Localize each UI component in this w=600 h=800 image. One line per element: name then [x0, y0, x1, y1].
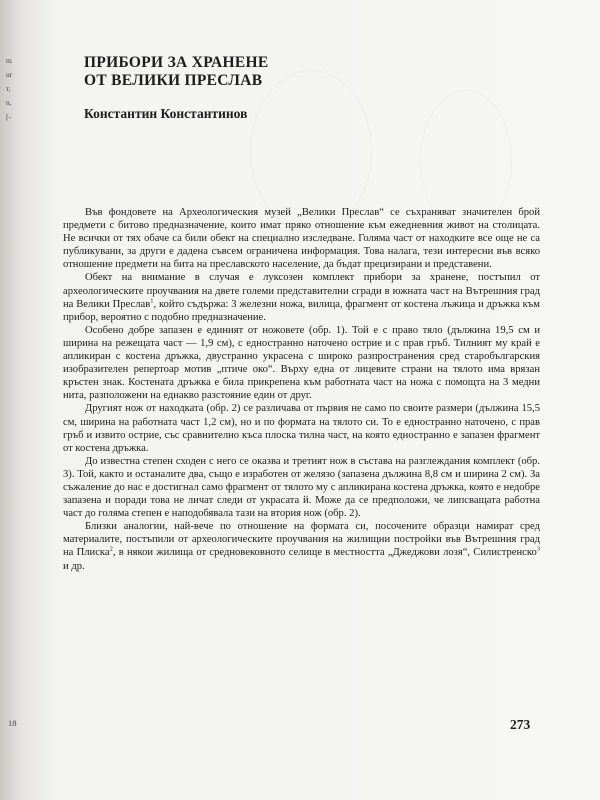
margin-mark: m — [6, 56, 12, 65]
paragraph: Особено добре запазен е единият от ножовете (обр. 1). Той е с право тяло (дължина 19,5 см и ширина на режещата част — 1,9 см), с едностранно наточено острие и с прав гръб. Тилният му край е апликиран с костена дръжка, двустранно украсена с широко разпространения сред старобългарския изобразителен репертоар мотив „птиче око“. Върху една от лицевите страни на тялото има врязан кръстен знак. Костената дръжка е била прикрепена към работната част на ножа с помощта на 3 медни нита, разположени на еднакво разстояние един от друг. — [63, 324, 540, 402]
footnote-marker: 2 — [109, 545, 113, 553]
article-title-line2: ОТ ВЕЛИКИ ПРЕСЛАВ — [84, 72, 263, 89]
paragraph: До известна степен сходен с него се оказва и третият нож в състава на разглеждания комплект (обр. 3). Той, както и останалите два, също е изработен от желязо (запазена дължина 8,8 см и ширина 2 см). За съжаление до нас е достигнал само фрагмент от тялото му с апликирана костена дръжка, която е недобре запазена и поради това не личат следи от украсата й. Може да се предположи, че липсващата работна част до голяма степен е наподобявала тази на втория нож (обр. 2). — [63, 455, 540, 520]
page-number: 273 — [510, 717, 531, 732]
paragraph: Другият нож от находката (обр. 2) се различава от първия не само по своите размери (дължина 15,5 см, ширина на работната част 1,2 см), но и по формата на тялото си. То е едностранно наточено, с прав гръб и извито острие, със сравнително къса плоска тилна част, на която едностранно е запазен фрагмент от костена дръжка. — [63, 403, 540, 454]
margin-mark: n, — [6, 98, 12, 107]
footnote-marker: 1 — [150, 297, 154, 305]
paragraph: Във фондовете на Археологическия музей „Велики Преслав“ се съхраняват значителен брой предмети с битово предназначение, които имат пряко отношение към ежедневния живот на столицата. Не всички от тях обаче са били обект на специално изследване. Голяма част от находките все още не са публикувани, за други е дадена съвсем ограничена информация. Това налага, тези интересни във всяко отношение предмети на бита на преславското население, да бъдат прецизирани и представени. — [63, 207, 540, 271]
article-body — [63, 206, 540, 573]
paragraph: Близки аналогии, най-вече по отношение на формата си, посочените образци намират сред материалите, постъпили от археологическите проучвания на жилищни постройки във Вътрешния град на Плиска$^2$, в някои жилища от средновековното селище в местността „Джеджови лозя“, Силистренско$^3$ и др. — [63, 521, 540, 572]
article-title — [84, 54, 414, 90]
left-margin-page-number: 18 — [8, 718, 17, 728]
article-title-line1: ПРИБОРИ ЗА ХРАНЕНЕ — [84, 54, 269, 71]
article-author: Константин Константинов — [84, 106, 248, 121]
margin-mark: [- — [6, 112, 11, 121]
paragraph: Обект на внимание в случая е луксозен комплект прибори за хранене, постъпил от археологическите проучвания на двете големи представителни сгради в южната част на Вътрешния град на Велики Преслав$^1$, който съдържа: 3 железни ножа, вилица, фрагмент от костена лъжица и дръжка към прибор, вероятно с подобно предназначение. — [63, 272, 540, 323]
margin-mark: т, — [6, 84, 11, 93]
footnote-marker: 3 — [536, 545, 540, 553]
margin-mark: ur — [6, 70, 13, 79]
left-margin-bleed-text — [6, 54, 20, 124]
